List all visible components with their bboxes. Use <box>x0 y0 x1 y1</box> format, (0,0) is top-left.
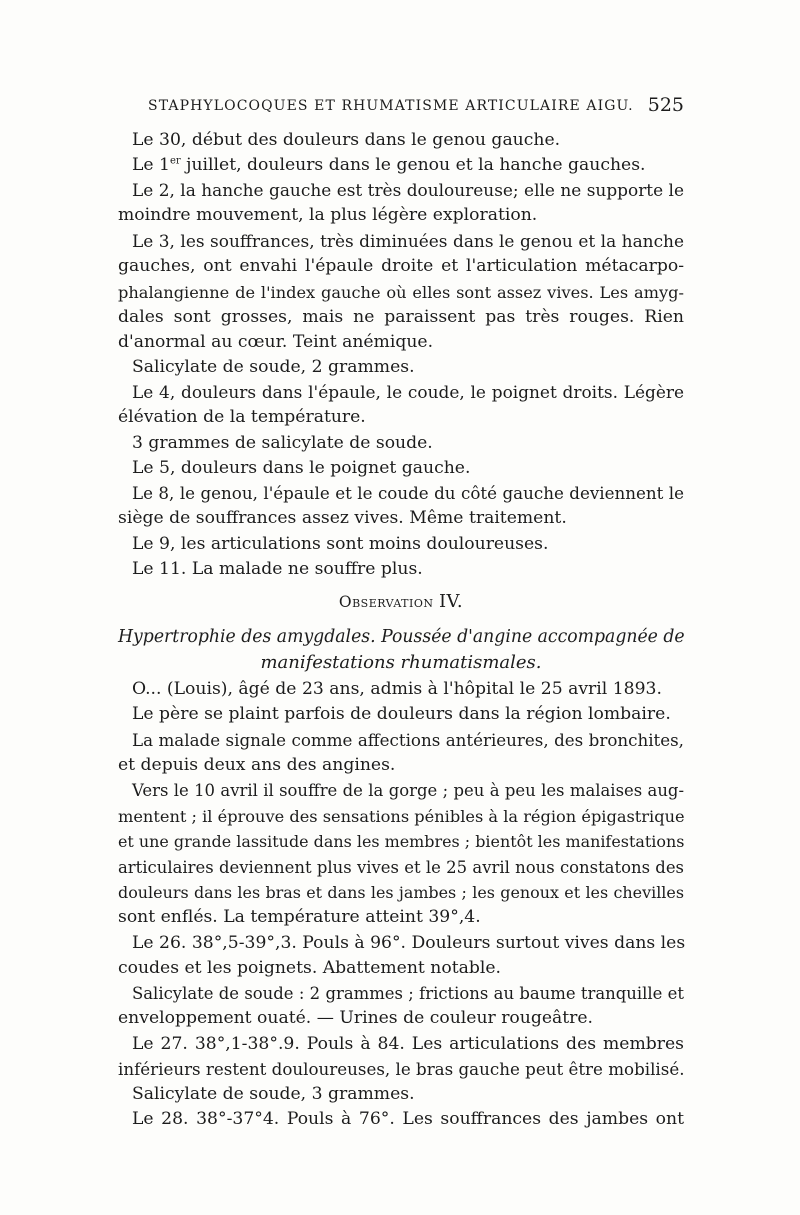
text-line: Vers le 10 avril il souffre de la gorge ; peu à peu les malaises aug- <box>132 781 684 800</box>
page-number: 525 <box>647 94 684 116</box>
text-line: Le 2, la hanche gauche est très douloureuse; elle ne supporte le <box>132 180 684 200</box>
text-line: mentent ; il éprouve des sensations pénibles à la région épigastrique <box>118 807 685 826</box>
text-line: gauches, ont envahi l'épaule droite et l'articulation métacarpo- <box>118 256 684 276</box>
text-line: Le 9, les articulations sont moins douloureuses. <box>132 534 549 554</box>
observation-number: IV. <box>438 591 464 612</box>
text-line: siège de souffrances assez vives. Même traitement. <box>118 508 567 528</box>
text-line: inférieurs restent douloureuses, le bras gauche peut être mobilisé. <box>118 1059 685 1079</box>
text-line: Le 11. La malade ne souffre plus. <box>132 559 423 579</box>
text-line: et une grande lassitude dans les membres ; bientôt les manifestations <box>118 832 685 851</box>
text-line <box>118 153 684 178</box>
text-line: et depuis deux ans des angines. <box>118 755 396 775</box>
text-line: dales sont grosses, mais ne paraissent pas très rouges. Rien <box>118 307 684 327</box>
superscript: er <box>169 155 181 167</box>
text-line: Le 30, début des douleurs dans le genou gauche. <box>132 130 561 150</box>
text-line: d'anormal au cœur. Teint anémique. <box>118 332 434 352</box>
text-line: phalangienne de l'index gauche où elles sont assez vives. Les amyg- <box>118 283 684 302</box>
text-line: Le 27. 38°,1-38°.9. Pouls à 84. Les articulations des membres <box>132 1034 684 1054</box>
text-line: 3 grammes de salicylate de soude. <box>132 433 433 453</box>
text-line: Salicylate de soude, 3 grammes. <box>132 1084 415 1104</box>
text-line: enveloppement ouaté. — Urines de couleur rougeâtre. <box>118 1008 594 1028</box>
text-line: Le 5, douleurs dans le poignet gauche. <box>132 458 471 478</box>
text-line: élévation de la température. <box>118 407 366 427</box>
text-line: douleurs dans les bras et dans les jambes ; les genoux et les chevilles <box>118 883 684 902</box>
text-fragment: Le 1 <box>132 155 170 175</box>
text-line: sont enflés. La température atteint 39°,4. <box>118 907 481 927</box>
text-line: Salicylate de soude : 2 grammes ; frictions au baume tranquille et <box>132 984 684 1003</box>
observation-label: Observation <box>338 593 434 611</box>
case-title-line-2: manifestations rhumatismales. <box>260 652 542 673</box>
text-line: Le 26. 38°,5-39°,3. Pouls à 96°. Douleurs surtout vives dans les <box>132 933 686 953</box>
text-line: Le 3, les souffrances, très diminuées dans le genou et la hanche <box>132 231 684 251</box>
text-line: articulaires deviennent plus vives et le 25 avril nous constatons des <box>118 858 684 877</box>
text-line: Le 28. 38°-37°4. Pouls à 76°. Les souffrances des jambes ont <box>132 1109 684 1129</box>
text-line: La malade signale comme affections antérieures, des bronchites, <box>132 730 684 750</box>
page-header <box>118 94 684 124</box>
text-line: Le 4, douleurs dans l'épaule, le coude, le poignet droits. Légère <box>132 382 684 402</box>
text-line: Le 8, le genou, l'épaule et le coude du côté gauche deviennent le <box>132 483 684 503</box>
observation-heading <box>118 589 684 615</box>
text-line: moindre mouvement, la plus légère exploration. <box>118 205 538 225</box>
running-title: STAPHYLOCOQUES ET RHUMATISME ARTICULAIRE AIGU. <box>148 98 634 114</box>
case-title-line-1: Hypertrophie des amygdales. Poussée d'angine accompagnée de <box>118 627 685 647</box>
text-line: Le père se plaint parfois de douleurs dans la région lombaire. <box>132 704 671 724</box>
text-fragment: juillet, douleurs dans le genou et la hanche gauches. <box>186 155 646 175</box>
text-line: O... (Louis), âgé de 23 ans, admis à l'hôpital le 25 avril 1893. <box>132 679 662 699</box>
text-line: Salicylate de soude, 2 grammes. <box>132 357 415 377</box>
text-line: coudes et les poignets. Abattement notable. <box>118 958 502 978</box>
